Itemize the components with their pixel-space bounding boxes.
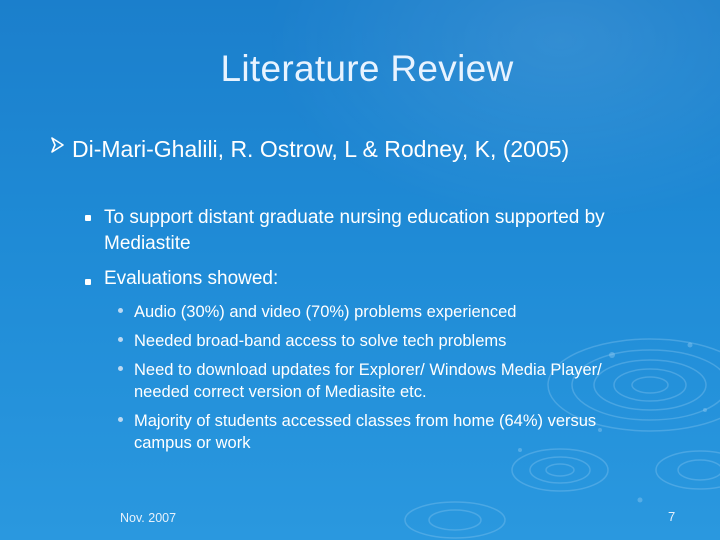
- finding-item: Audio (30%) and video (70%) problems experienced: [134, 303, 517, 321]
- finding-item: Need to download updates for Explorer/ Windows Media Player/ needed correct version of Mediasite etc.: [134, 361, 602, 401]
- dot-bullet-icon: [118, 337, 123, 342]
- footer-date: Nov. 2007: [120, 511, 177, 525]
- sub-bullet-purpose: To support distant graduate nursing education supported by Mediastite: [104, 207, 605, 254]
- dot-bullet-icon: [118, 366, 123, 371]
- finding-item: Majority of students accessed classes from home (64%) versus campus or work: [134, 412, 597, 452]
- page-number: 7: [668, 509, 676, 524]
- dot-bullet-icon: [118, 308, 123, 313]
- arrow-bullet-icon: [51, 137, 65, 153]
- square-bullet-icon: [85, 279, 91, 285]
- bullet-citation: Di-Mari-Ghalili, R. Ostrow, L & Rodney, K, (2005): [72, 136, 570, 162]
- finding-item: Needed broad-band access to solve tech problems: [134, 332, 507, 350]
- square-bullet-icon: [85, 215, 91, 221]
- sub-bullet-evaluations: Evaluations showed:: [104, 268, 279, 289]
- dot-bullet-icon: [118, 417, 123, 422]
- slide-title: Literature Review: [220, 48, 514, 89]
